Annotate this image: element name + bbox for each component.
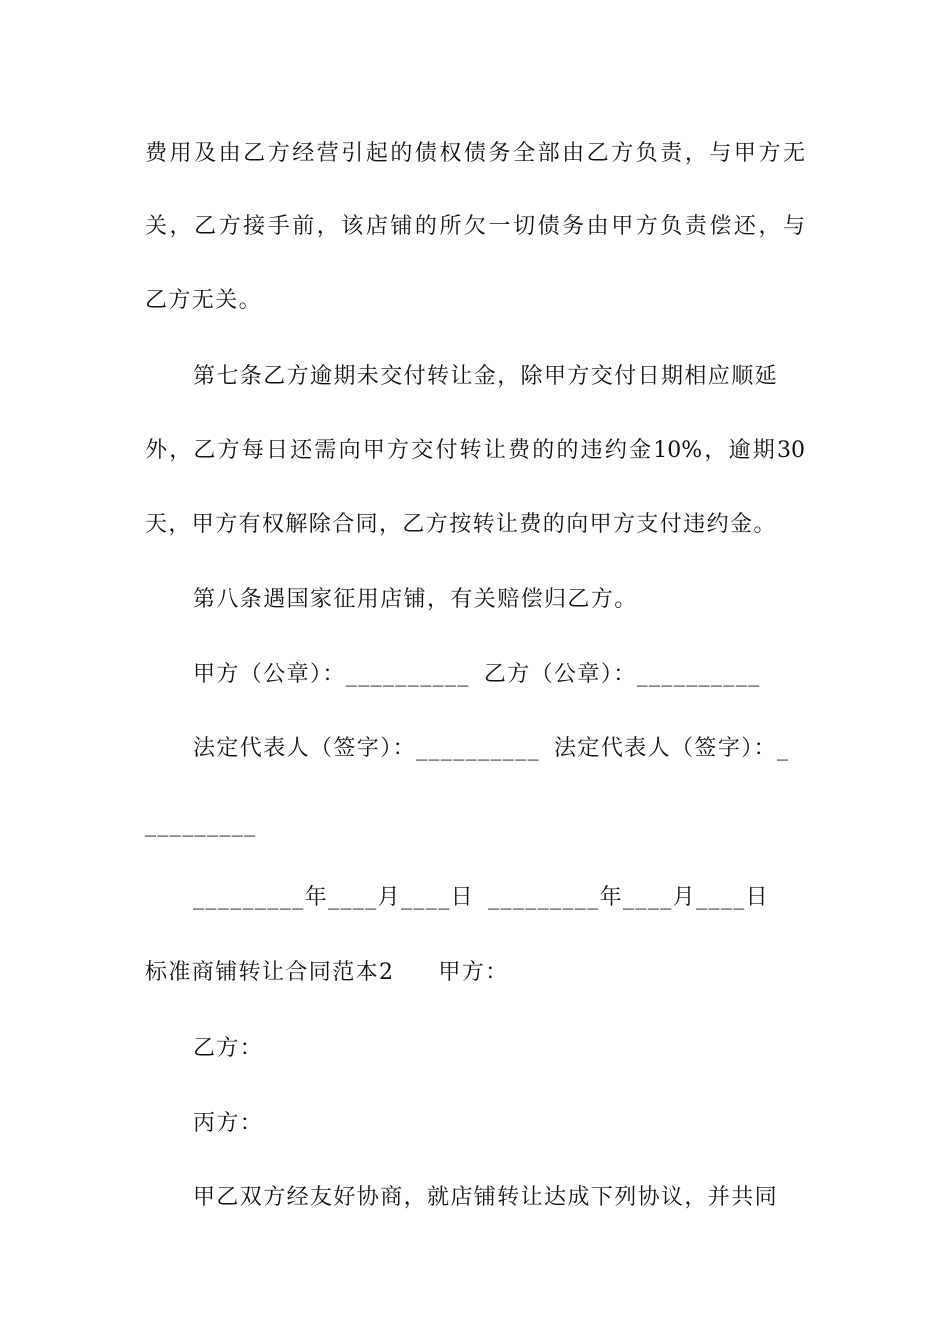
party-b-representative: 法定代表人（签字）：_ [554, 736, 790, 761]
paragraph-line: 费用及由乙方经营引起的债权债务全部由乙方负责，与甲方无 [145, 141, 805, 166]
date-line [193, 883, 769, 913]
party-a-representative: 法定代表人（签字）：__________ [193, 736, 541, 761]
party-a-date: _________年____月____日 [193, 885, 475, 910]
article-7-line: 天，甲方有权解除合同，乙方按转让费的向甲方支付违约金。 [145, 512, 777, 537]
article-7-line: 第七条乙方逾期未交付转让金，除甲方交付日期相应顺延 [193, 364, 779, 389]
sample-2-title: 标准商铺转让合同范本2 [145, 960, 395, 985]
party-b-seal: 乙方（公章）：__________ [483, 662, 761, 687]
party-a-label: 甲方： [438, 960, 509, 985]
representative-signature-continuation: _________ [145, 812, 257, 837]
seal-signature-line [193, 660, 761, 690]
paragraph-line: 关，乙方接手前，该店铺的所欠一切债务由甲方负责偿还，与 [145, 214, 805, 239]
party-a-seal: 甲方（公章）：__________ [193, 662, 470, 687]
paragraph-line: 乙方无关。 [145, 288, 263, 313]
article-7-line: 外，乙方每日还需向甲方交付转让费的的违约金10%，逾期30 [145, 438, 805, 463]
agreement-intro-line: 甲乙双方经友好协商，就店铺转让达成下列协议，并共同 [193, 1185, 779, 1210]
party-b-date: _________年____月____日 [488, 885, 770, 910]
representative-signature-line [193, 734, 789, 764]
sample-2-heading [145, 958, 509, 988]
party-b-label: 乙方： [193, 1036, 264, 1061]
article-8-line: 第八条遇国家征用店铺，有关赔偿归乙方。 [193, 587, 638, 612]
party-c-label: 丙方： [193, 1111, 264, 1136]
